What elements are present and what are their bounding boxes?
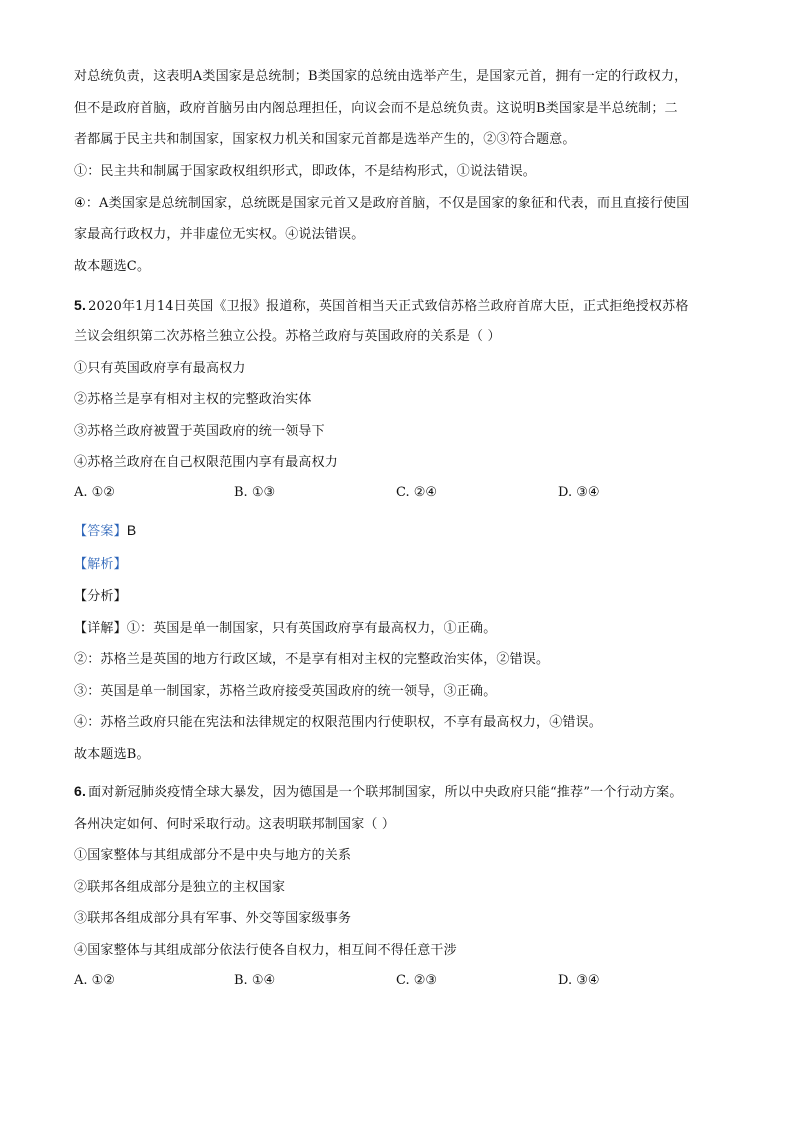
choice-c: C. ②④ xyxy=(396,485,438,500)
analysis-line: ①：民主共和制属于国家政权组织形式，即政体，不是结构形式，①说法错误。 xyxy=(74,164,537,179)
analysis-conclusion: 故本题选C。 xyxy=(74,259,151,274)
analysis-line: 家最高行政权力，并非虚位无实权。④说法错误。 xyxy=(74,227,365,242)
answer-tag: 【答案】 xyxy=(74,524,127,539)
question-5-option: ④苏格兰政府在自己权限范围内享有最高权力 xyxy=(74,455,339,470)
analysis-tag: 【解析】 xyxy=(74,557,127,572)
question-number: 6. xyxy=(74,783,87,799)
analysis-line: ④：A类国家是总统制国家，总统既是国家元首又是政府首脑，不仅是国家的象征和代表，而且直接行使国 xyxy=(74,196,690,211)
question-5-option: ③苏格兰政府被置于英国政府的统一领导下 xyxy=(74,424,325,439)
question-5-stem-cont: 兰议会组织第二次苏格兰独立公投。苏格兰政府与英国政府的关系是（ ） xyxy=(74,329,501,344)
choice-d: D. ③④ xyxy=(558,485,600,500)
choice-a: A. ①② xyxy=(74,485,115,500)
question-5-option: ①只有英国政府享有最高权力 xyxy=(74,361,246,376)
choice-b: B. ①③ xyxy=(234,485,276,500)
question-6-option: ③联邦各组成部分具有军事、外交等国家级事务 xyxy=(74,911,352,926)
analysis-line: 对总统负责，这表明A类国家是总统制；B类国家的总统由选举产生，是国家元首，拥有一定的行政权力， xyxy=(74,69,688,84)
question-5-option: ②苏格兰是享有相对主权的完整政治实体 xyxy=(74,392,312,407)
analysis-line: 但不是政府首脑，政府首脑另由内阁总理担任，向议会而不是总统负责。这说明B类国家是半总统制；二 xyxy=(74,101,678,116)
detail-line: ③：英国是单一制国家，苏格兰政府接受英国政府的统一领导，③正确。 xyxy=(74,684,497,699)
detail-conclusion: 故本题选B。 xyxy=(74,747,150,762)
question-6-stem: 6. 面对新冠肺炎疫情全球大暴发，因为德国是一个联邦制国家，所以中央政府只能“推荐”一个行动方案。 xyxy=(74,783,683,800)
choice-d: D. ③④ xyxy=(558,973,600,988)
detail-line: ②：苏格兰是英国的地方行政区域，不是享有相对主权的完整政治实体，②错误。 xyxy=(74,652,550,667)
answer-line xyxy=(74,521,734,541)
question-6-stem-cont: 各州决定如何、何时采取行动。这表明联邦制国家（ ） xyxy=(74,817,396,832)
choice-a: A. ①② xyxy=(74,973,115,988)
question-6-option: ④国家整体与其组成部分依法行使各自权力，相互间不得任意干涉 xyxy=(74,943,457,958)
choice-b: B. ①④ xyxy=(234,973,276,988)
analysis-line: 者都属于民主共和制国家，国家权力机关和国家元首都是选举产生的，②③符合题意。 xyxy=(74,132,576,147)
detail-line: ④：苏格兰政府只能在宪法和法律规定的权限范围内行使职权，不享有最高权力，④错误。 xyxy=(74,715,603,730)
question-number: 5. xyxy=(74,297,87,313)
question-6-option: ②联邦各组成部分是独立的主权国家 xyxy=(74,880,286,895)
xiangjie-tag: 【详解】 xyxy=(74,621,127,636)
fenxi-tag: 【分析】 xyxy=(74,589,127,604)
choice-c: C. ②③ xyxy=(396,973,438,988)
question-6-option: ①国家整体与其组成部分不是中央与地方的关系 xyxy=(74,848,352,863)
detail-line: 【详解】①：英国是单一制国家，只有英国政府享有最高权力，①正确。 xyxy=(74,621,497,636)
question-5-stem: 5. 2020年1月14日英国《卫报》报道称，英国首相当天正式致信苏格兰政府首席大臣，正式拒绝授权苏格 xyxy=(74,297,689,314)
answer-value: B xyxy=(126,522,137,538)
